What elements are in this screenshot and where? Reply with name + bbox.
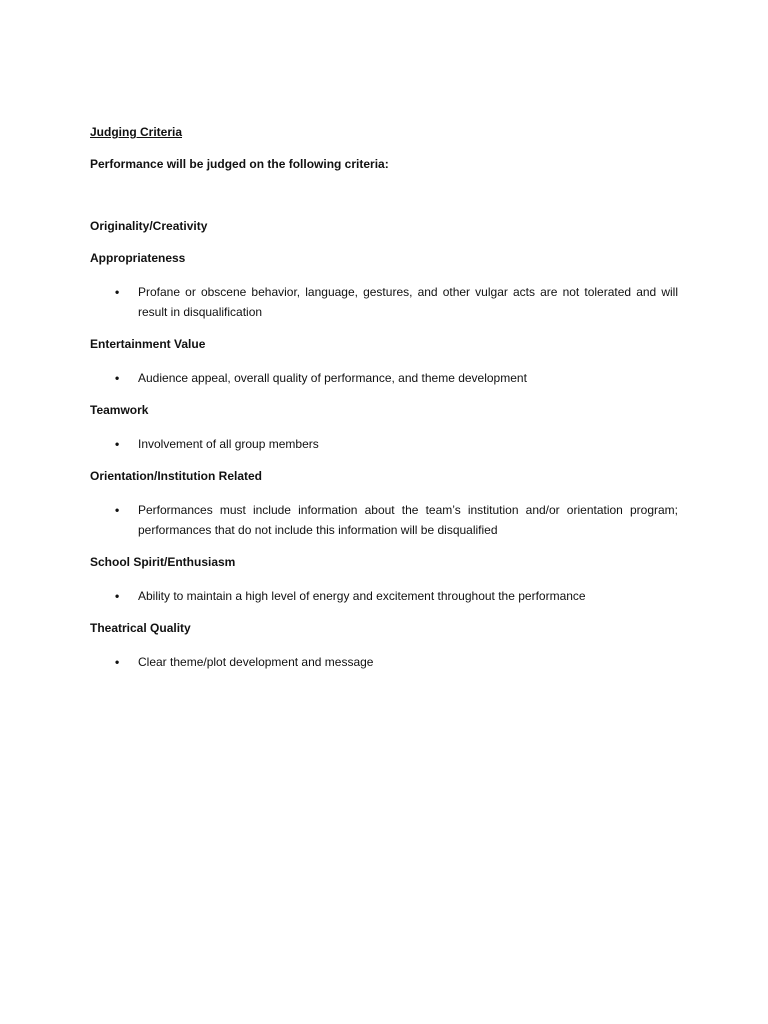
list-item-text: Ability to maintain a high level of energy and excitement throughout the performance: [138, 589, 586, 603]
criteria-list: [90, 216, 678, 672]
list-item-text: Audience appeal, overall quality of performance, and theme development: [138, 371, 527, 385]
criterion-heading: Teamwork: [90, 403, 149, 417]
document-content: [90, 122, 678, 672]
list-item: [115, 282, 678, 322]
list-item-text: Involvement of all group members: [138, 437, 319, 451]
criterion-bullets: [90, 586, 678, 606]
bullet-icon: •: [115, 589, 120, 603]
criterion-bullets: [90, 652, 678, 672]
criterion-heading: Originality/Creativity: [90, 219, 208, 233]
criterion-heading: School Spirit/Enthusiasm: [90, 555, 236, 569]
bullet-icon: •: [115, 285, 120, 299]
intro-text: Performance will be judged on the following criteria:: [90, 157, 389, 171]
criterion-originality: [90, 216, 678, 236]
criterion-bullets: [90, 368, 678, 388]
list-item: [115, 500, 678, 540]
criterion-bullets: [90, 282, 678, 322]
bullet-icon: •: [115, 655, 120, 669]
page-title: Judging Criteria: [90, 125, 183, 139]
list-item: [115, 434, 678, 454]
criterion-heading: Entertainment Value: [90, 337, 206, 351]
criterion-bullets: [90, 434, 678, 454]
criterion-heading: Orientation/Institution Related: [90, 469, 263, 483]
list-item: [115, 368, 678, 388]
list-item: [115, 586, 678, 606]
list-item-text: Profane or obscene behavior, language, gestures, and other vulgar acts are not tolerated and will result in disqualification: [138, 285, 678, 319]
criterion-entertainment-value: [90, 334, 678, 388]
criterion-appropriateness: [90, 248, 678, 322]
criterion-heading: Appropriateness: [90, 251, 186, 265]
criterion-school-spirit: [90, 552, 678, 606]
criterion-teamwork: [90, 400, 678, 454]
criterion-theatrical-quality: [90, 618, 678, 672]
list-item-text: Performances must include information about the team’s institution and/or orientation program; performances that do not include this information will be disqualified: [138, 503, 678, 537]
criterion-orientation-institution: [90, 466, 678, 540]
list-item: [115, 652, 678, 672]
bullet-icon: •: [115, 503, 120, 517]
list-item-text: Clear theme/plot development and message: [138, 655, 374, 669]
bullet-icon: •: [115, 371, 120, 385]
bullet-icon: •: [115, 437, 120, 451]
criterion-bullets: [90, 500, 678, 540]
criterion-heading: Theatrical Quality: [90, 621, 191, 635]
